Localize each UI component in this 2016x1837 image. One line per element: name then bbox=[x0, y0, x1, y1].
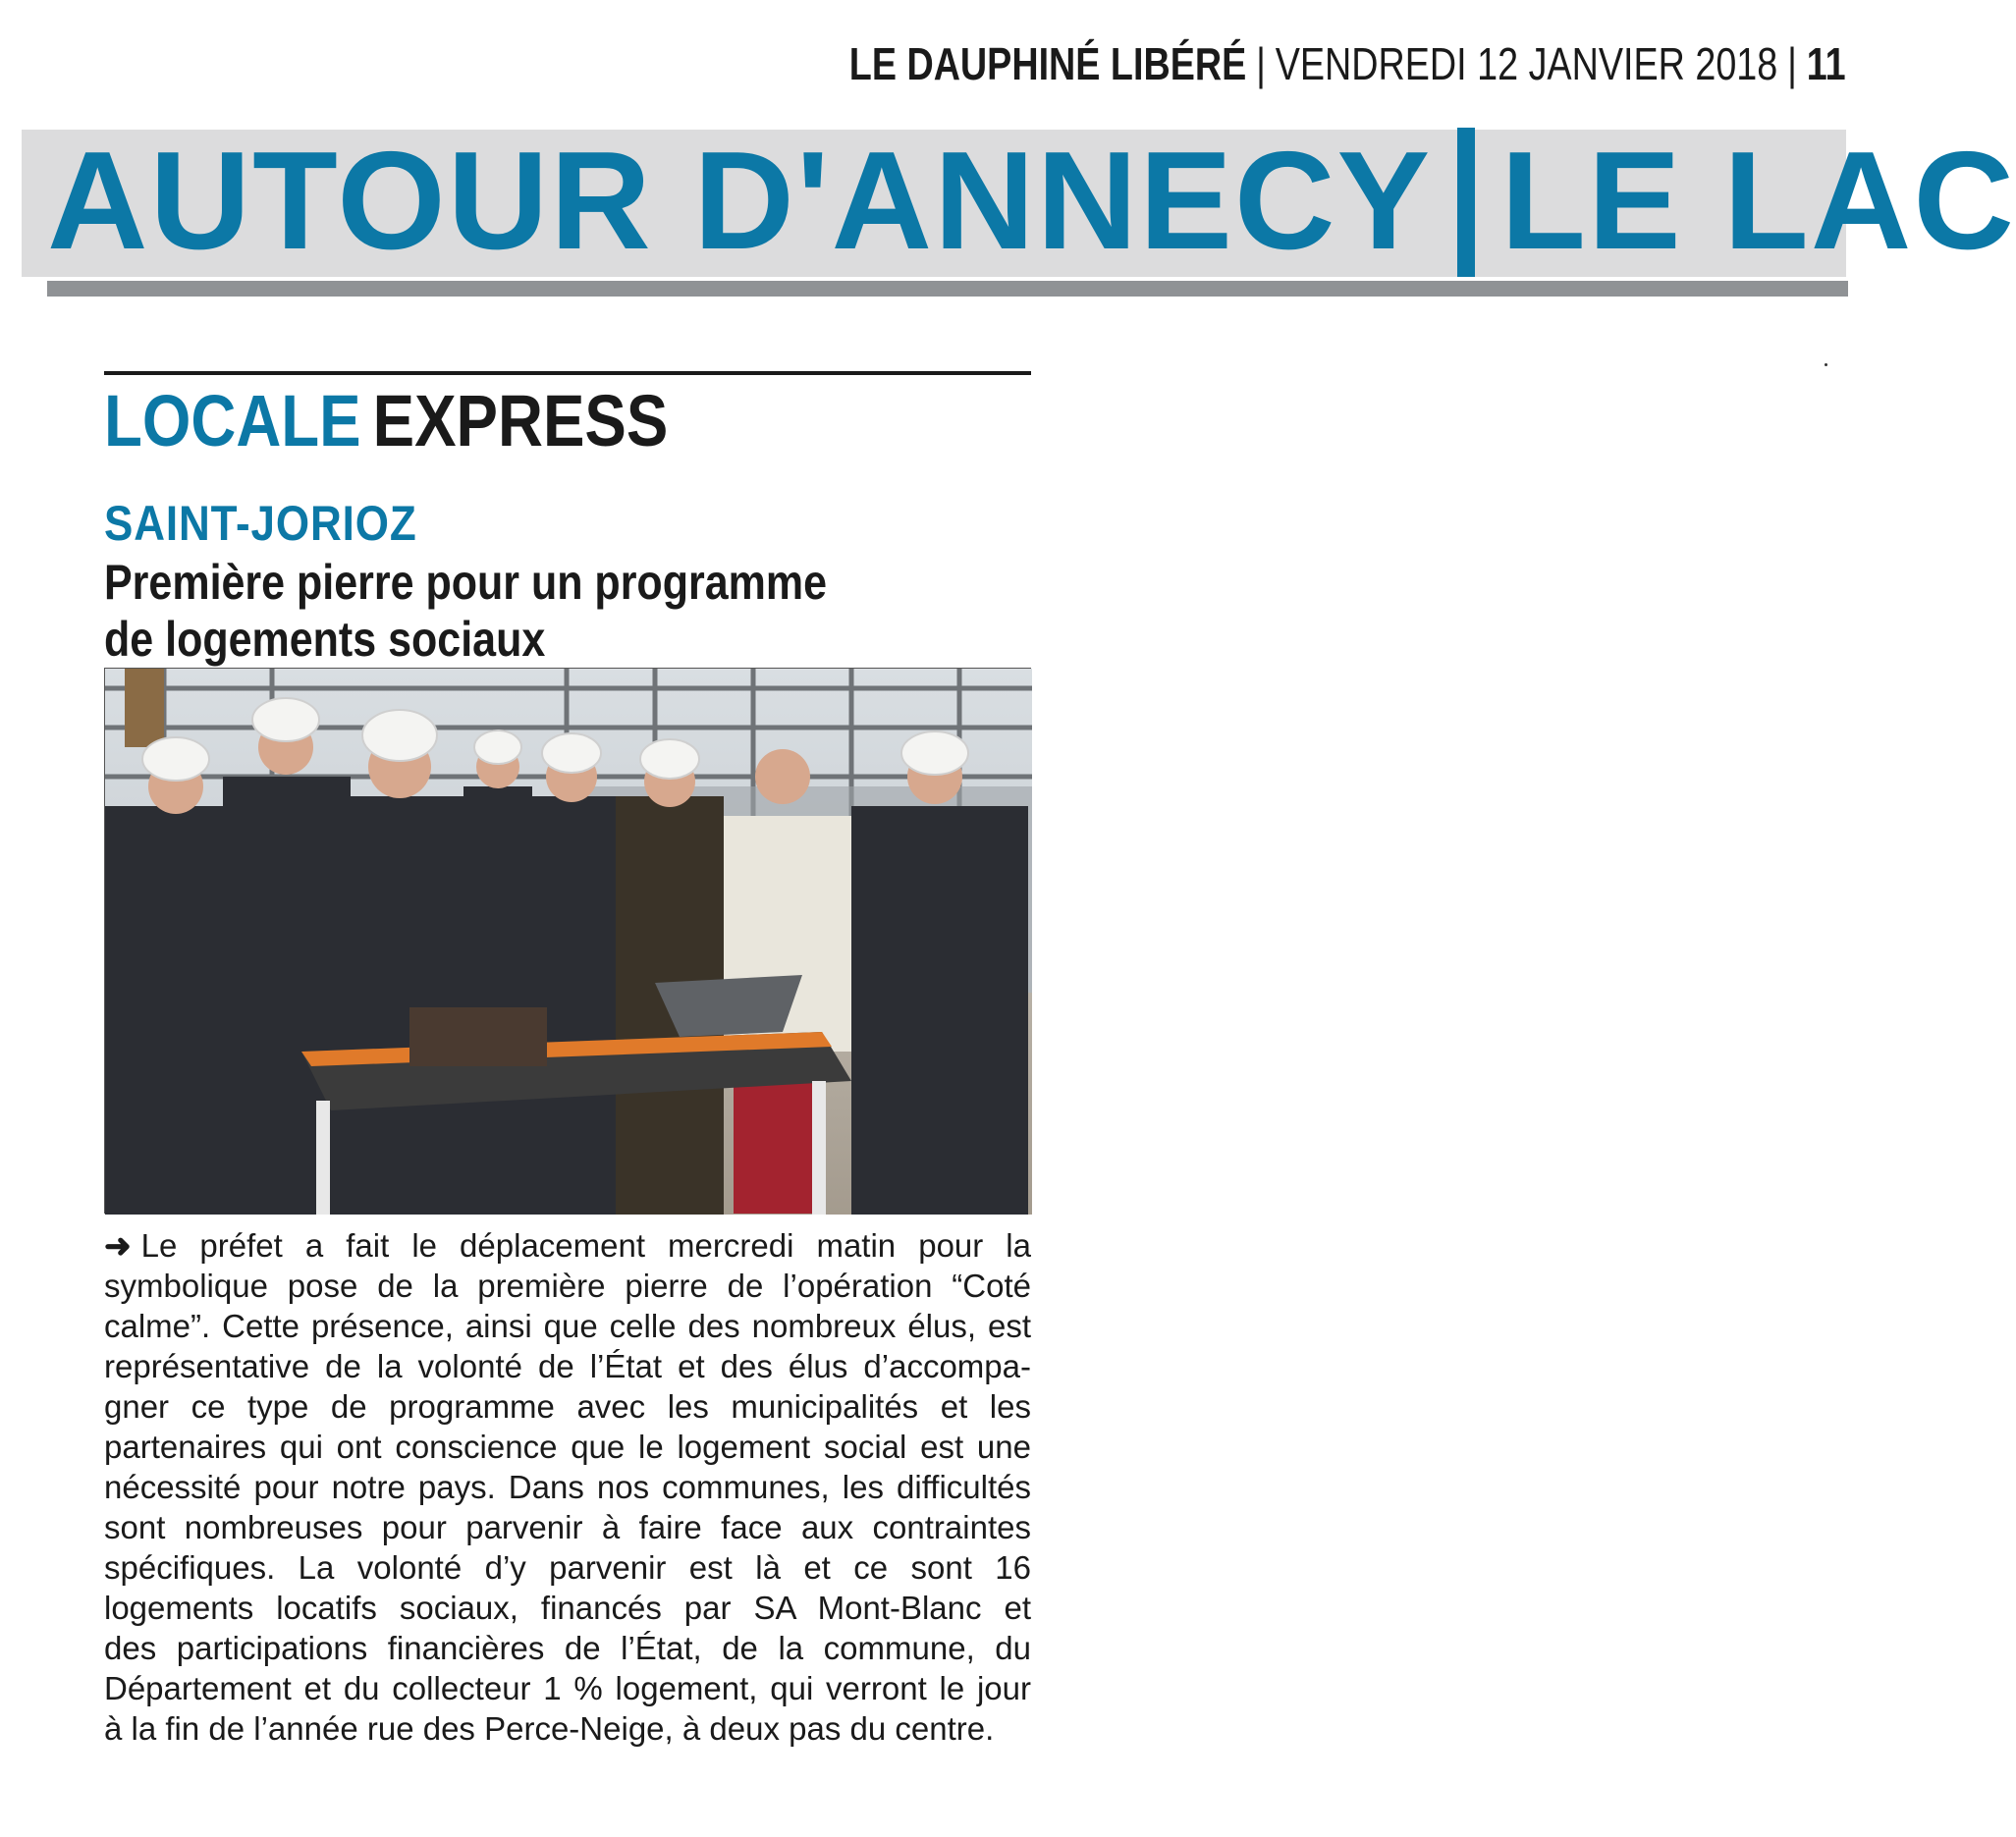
body-line: partenaires qui ont conscience que le logement social est une bbox=[104, 1429, 1031, 1465]
banner-shadow bbox=[47, 281, 1848, 297]
banner-divider bbox=[1457, 128, 1475, 277]
photo-image bbox=[105, 669, 1032, 1215]
body-line: Département et du collecteur 1 % logement, qui verront le jour bbox=[104, 1670, 1031, 1706]
article-photo bbox=[104, 668, 1031, 1214]
headline-line-1: Première pierre pour un programme bbox=[104, 555, 827, 610]
body-line: nécessité pour notre pays. Dans nos communes, les difficultés bbox=[104, 1469, 1031, 1505]
body-line: ➜ Le préfet a fait le déplacement mercredi matin pour la bbox=[104, 1227, 1031, 1264]
body-line: à la fin de l’année rue des Perce-Neige, à deux pas du centre. bbox=[104, 1710, 995, 1747]
body-line: calme”. Cette présence, ainsi que celle des nombreux élus, est bbox=[104, 1308, 1031, 1344]
article-kicker: SAINT-JORIOZ bbox=[104, 496, 417, 551]
newspaper-name: LE DAUPHINÉ LIBÉRÉ bbox=[849, 38, 1247, 89]
section-title bbox=[104, 380, 669, 461]
body-line: des participations financières de l’État, de la commune, du bbox=[104, 1630, 1031, 1666]
body-line: symbolique pose de la première pierre de l’opération “Coté bbox=[104, 1268, 1031, 1304]
banner-title-part2: LE LAC bbox=[1500, 123, 2016, 279]
masthead-separator-2: | bbox=[1787, 38, 1798, 89]
body-line: sont nombreuses pour parvenir à faire face aux contraintes bbox=[104, 1509, 1031, 1545]
masthead-separator: | bbox=[1256, 38, 1267, 89]
stray-dot bbox=[1825, 363, 1827, 366]
article-headline bbox=[104, 554, 949, 668]
article-body bbox=[104, 1225, 1031, 1749]
section-title-locale: LOCALE bbox=[104, 380, 361, 461]
headline-line-2: de logements sociaux bbox=[104, 612, 546, 667]
banner-title-part1: AUTOUR D'ANNECY bbox=[47, 123, 1433, 279]
page-number: 11 bbox=[1807, 38, 1846, 89]
section-rule bbox=[104, 371, 1031, 375]
issue-date: VENDREDI 12 JANVIER 2018 bbox=[1276, 38, 1778, 89]
body-line: logements locatifs sociaux, financés par SA Mont-Blanc et bbox=[104, 1590, 1031, 1626]
section-title-express: EXPRESS bbox=[372, 380, 669, 461]
body-line: gner ce type de programme avec les municipalités et les bbox=[104, 1388, 1031, 1425]
body-line: représentative de la volonté de l’État et des élus d’accompa- bbox=[104, 1348, 1031, 1384]
body-line: spécifiques. La volonté d’y parvenir est là et ce sont 16 bbox=[104, 1549, 1031, 1586]
arrow-right-icon: ➜ bbox=[104, 1227, 132, 1264]
banner-title bbox=[47, 123, 2016, 279]
masthead bbox=[849, 37, 1846, 90]
